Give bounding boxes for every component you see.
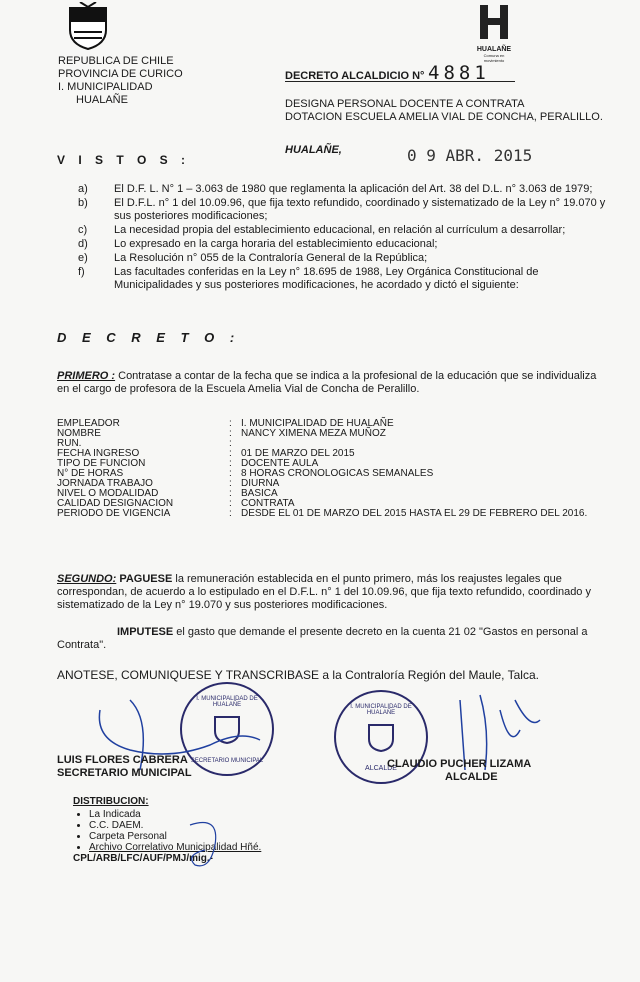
- field-label: PERIODO DE VIGENCIA: [57, 508, 171, 519]
- right-signatory: [387, 758, 531, 784]
- field-colon: :: [229, 488, 232, 499]
- distribucion-list: [73, 809, 261, 853]
- primero-paragraph: [57, 370, 605, 396]
- stamp-right-top: I. MUNICIPALIDAD DE HUALAÑE: [350, 704, 412, 716]
- field-row: [57, 429, 627, 439]
- org-line3: I. MUNICIPALIDAD: [58, 81, 153, 93]
- field-value: DOCENTE AULA: [241, 458, 319, 469]
- field-label: TIPO DE FUNCION: [57, 458, 146, 469]
- left-title: SECRETARIO MUNICIPAL: [57, 767, 192, 779]
- initial-scribble: [180, 815, 230, 875]
- vistos-item-text: El D.F.L. n° 1 del 10.09.96, que fija texto refundido, coordinado y sistematizado de la Ley n° 19.070 y sus posteriores modificaciones;: [114, 197, 606, 222]
- distribucion-title: DISTRIBUCION:: [73, 796, 149, 807]
- decree-underline: [285, 81, 515, 82]
- hualane-logo: [474, 3, 514, 63]
- decree-number: 4881: [428, 62, 490, 84]
- vistos-item-letter: f): [78, 266, 85, 278]
- imputese-paragraph: [57, 626, 605, 652]
- vistos-item-letter: c): [78, 224, 88, 236]
- segundo-text: la remuneración establecida en el punto primero, más los reajustes legales que correspondan, de acuerdo a lo estipulado en el D.F.L. n° 1 del 10.09.96, que fija texto refundido, coordinado y sistematizado de la Ley n° 19.070 y sus posteriores modificaciones.: [57, 573, 591, 611]
- hualane-logo-icon: [474, 3, 514, 41]
- org-block: [58, 55, 183, 107]
- vistos-item-letter: a): [78, 183, 88, 195]
- logo-subtext: Comuna en movimiento: [483, 53, 505, 63]
- vistos-item: [78, 224, 608, 237]
- anotese-line: ANOTESE, COMUNIQUESE Y TRANSCRIBASE a la Contraloría Región del Maule, Talca.: [57, 668, 539, 682]
- field-label: RUN.: [57, 438, 82, 449]
- stamp-left-bottom: SECRETARIO MUNICIPAL: [190, 758, 264, 764]
- vistos-item: [78, 238, 608, 251]
- field-colon: :: [229, 478, 232, 489]
- segundo-bold: PAGUESE: [119, 573, 173, 585]
- vistos-item-letter: b): [78, 197, 88, 209]
- vistos-item: [78, 266, 608, 292]
- vistos-item-text: Lo expresado en la carga horaria del establecimiento educacional;: [114, 238, 438, 250]
- org-line4: HUALAÑE: [76, 94, 128, 106]
- field-label: CALIDAD DESIGNACION: [57, 498, 174, 509]
- field-value: DIURNA: [241, 478, 280, 489]
- field-colon: :: [229, 468, 232, 479]
- org-line2: PROVINCIA DE CURICO: [58, 68, 183, 80]
- field-colon: :: [229, 438, 232, 449]
- vistos-item-text: La Resolución n° 055 de la Contraloría General de la República;: [114, 252, 428, 264]
- vistos-item: [78, 252, 608, 265]
- field-label: EMPLEADOR: [57, 418, 120, 429]
- field-label: FECHA INGRESO: [57, 448, 140, 459]
- decreto-title: D E C R E T O :: [57, 330, 241, 345]
- distribucion-block: [73, 796, 261, 864]
- logo-text: HUALAÑE: [476, 46, 512, 53]
- place: HUALAÑE,: [285, 144, 342, 156]
- field-value: 01 DE MARZO DEL 2015: [241, 448, 355, 459]
- vistos-item: [78, 197, 608, 223]
- stamp-right-bottom: ALCALDE: [365, 765, 397, 772]
- field-value: I. MUNICIPALIDAD DE HUALAÑE: [241, 418, 394, 429]
- org-line1: REPUBLICA DE CHILE: [58, 55, 174, 67]
- subject-line2: DOTACION ESCUELA AMELIA VIAL DE CONCHA, PERALILLO.: [285, 111, 603, 123]
- distribucion-footer: CPL/ARB/LFC/AUF/PMJ/mig.-: [73, 853, 213, 864]
- field-label: N° DE HORAS: [57, 468, 124, 479]
- segundo-label: SEGUNDO:: [57, 573, 117, 585]
- vistos-title: V I S T O S :: [57, 153, 191, 167]
- decree-label: DECRETO ALCALDICIO N°: [285, 70, 425, 82]
- left-name: LUIS FLORES CABRERA: [57, 754, 188, 766]
- field-colon: :: [229, 448, 232, 459]
- vistos-item-letter: d): [78, 238, 88, 250]
- right-name: CLAUDIO PUCHER LIZAMA: [387, 758, 532, 770]
- imputese-bold: IMPUTESE: [117, 626, 174, 638]
- field-value: CONTRATA: [241, 498, 295, 509]
- stamp-right-crest-icon: [366, 722, 396, 752]
- vistos-item-text: El D.F. L. N° 1 – 3.063 de 1980 que reglamenta la aplicación del Art. 38 del D.L. n° 3.063 de 1979;: [114, 183, 593, 195]
- vistos-item-text: Las facultades conferidas en la Ley n° 18.695 de 1988, Ley Orgánica Constitucional de Municipalidades y sus posteriores modificaciones, he acordado y dictó el siguiente:: [114, 266, 539, 291]
- municipal-crest-icon: [66, 2, 110, 50]
- field-label: JORNADA TRABAJO: [57, 478, 153, 489]
- segundo-paragraph: [57, 573, 605, 612]
- field-value: 8 HORAS CRONOLOGICAS SEMANALES: [241, 468, 434, 479]
- left-signatory: [57, 754, 192, 780]
- vistos-item: [78, 183, 608, 196]
- primero-text: Contratase a contar de la fecha que se indica a la profesional de la educación que se individualiza en el cargo de profesora de la Escuela Amelia Vial de Concha de Peralillo.: [57, 370, 597, 395]
- stamp-left-top: I. MUNICIPALIDAD DE HUALAÑE: [196, 696, 258, 708]
- vistos-item-letter: e): [78, 252, 88, 264]
- distribucion-item: • La Indicada: [89, 809, 261, 820]
- distribucion-item: • C.C. DAEM.: [89, 820, 261, 831]
- field-value: DESDE EL 01 DE MARZO DEL 2015 HASTA EL 29 DE FEBRERO DEL 2016.: [241, 508, 588, 519]
- distribucion-item: • Carpeta Personal: [89, 831, 261, 842]
- field-label: NOMBRE: [57, 428, 101, 439]
- distribucion-item: • Archivo Correlativo Municipalidad Hñé.: [89, 842, 261, 853]
- primero-label: PRIMERO :: [57, 370, 116, 382]
- subject-line1: DESIGNA PERSONAL DOCENTE A CONTRATA: [285, 98, 525, 110]
- field-colon: :: [229, 428, 232, 439]
- field-colon: :: [229, 498, 232, 509]
- field-value: NANCY XIMENA MEZA MUÑOZ: [241, 428, 386, 439]
- imputese-text: el gasto que demande el presente decreto en la cuenta 21 02 "Gastos en personal a Contrata".: [57, 626, 588, 651]
- field-label: NIVEL O MODALIDAD: [57, 488, 159, 499]
- vistos-item-text: La necesidad propia del establecimiento educacional, en relación al currículum a desarrollar;: [114, 224, 566, 236]
- field-colon: :: [229, 458, 232, 469]
- field-value: BASICA: [241, 488, 278, 499]
- field-colon: :: [229, 508, 232, 519]
- right-title: ALCALDE: [445, 771, 498, 783]
- field-colon: :: [229, 418, 232, 429]
- vistos-list: [78, 183, 608, 293]
- fields-table: [57, 419, 627, 519]
- field-row: [57, 509, 627, 519]
- subject-block: [285, 98, 605, 124]
- date-stamp: 0 9 ABR. 2015: [407, 146, 533, 165]
